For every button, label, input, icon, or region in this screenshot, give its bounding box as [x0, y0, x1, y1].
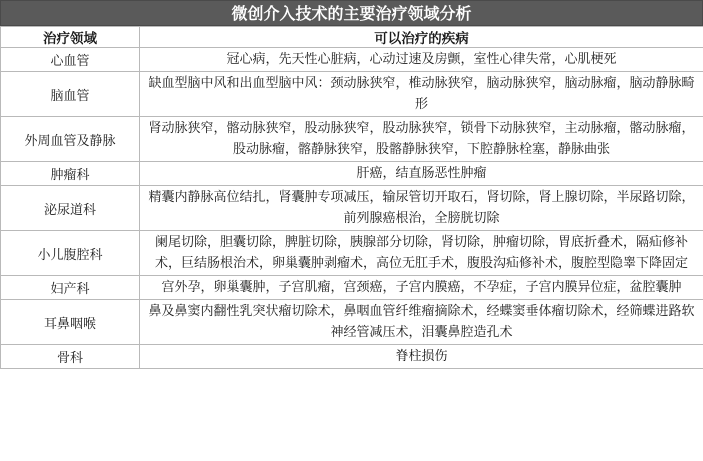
row-diseases: 精囊内静脉高位结扎，肾囊肿专项减压，输尿管切开取石，肾切除，肾上腺切除，半尿路切除，前列腺癌根治，全膀胱切除	[140, 186, 703, 231]
row-diseases: 肝癌，结直肠恶性肿瘤	[140, 162, 703, 186]
row-field: 肿瘤科	[1, 162, 140, 186]
table-row	[1, 300, 703, 345]
table-row	[1, 72, 703, 117]
header-row	[1, 27, 703, 48]
column-header-diseases: 可以治疗的疾病	[140, 27, 703, 48]
table-row	[1, 48, 703, 72]
table-row	[1, 162, 703, 186]
table-row	[1, 117, 703, 162]
column-header-field: 治疗领域	[1, 27, 140, 48]
treatment-table	[0, 26, 703, 369]
table-row	[1, 231, 703, 276]
row-field: 外周血管及静脉	[1, 117, 140, 162]
row-field: 小儿腹腔科	[1, 231, 140, 276]
table-row	[1, 276, 703, 300]
row-field: 心血管	[1, 48, 140, 72]
row-diseases: 宫外孕，卵巢囊肿，子宫肌瘤，宫颈癌，子宫内膜癌，不孕症，子宫内膜异位症，盆腔囊肿	[140, 276, 703, 300]
row-field: 泌尿道科	[1, 186, 140, 231]
row-field: 妇产科	[1, 276, 140, 300]
row-diseases: 鼻及鼻窦内翻性乳突状瘤切除术，鼻咽血管纤维瘤摘除术，经蝶窦垂体瘤切除术，经筛蝶进路软神经管减压术，泪囊鼻腔造孔术	[140, 300, 703, 345]
row-diseases: 肾动脉狭窄，髂动脉狭窄，股动脉狭窄，股动脉狭窄，锁骨下动脉狭窄，主动脉瘤，髂动脉瘤，股动脉瘤，髂静脉狭窄，股髂静脉狭窄，下腔静脉栓塞，静脉曲张	[140, 117, 703, 162]
row-field: 脑血管	[1, 72, 140, 117]
row-field: 骨科	[1, 345, 140, 369]
row-diseases: 缺血型脑中风和出血型脑中风：颈动脉狭窄，椎动脉狭窄，脑动脉狭窄，脑动脉瘤，脑动静脉畸形	[140, 72, 703, 117]
table-row	[1, 186, 703, 231]
row-diseases: 脊柱损伤	[140, 345, 703, 369]
row-field: 耳鼻咽喉	[1, 300, 140, 345]
row-diseases: 阑尾切除，胆囊切除，脾脏切除，胰腺部分切除，肾切除，肿瘤切除，胃底折叠术，隔疝修补术，巨结肠根治术，卵巢囊肿剥瘤术，高位无肛手术，腹股沟疝修补术，腹腔型隐睾下降固定	[140, 231, 703, 276]
table-title: 微创介入技术的主要治疗领域分析	[0, 0, 703, 26]
table-row	[1, 345, 703, 369]
row-diseases: 冠心病，先天性心脏病，心动过速及房颤，室性心律失常，心肌梗死	[140, 48, 703, 72]
